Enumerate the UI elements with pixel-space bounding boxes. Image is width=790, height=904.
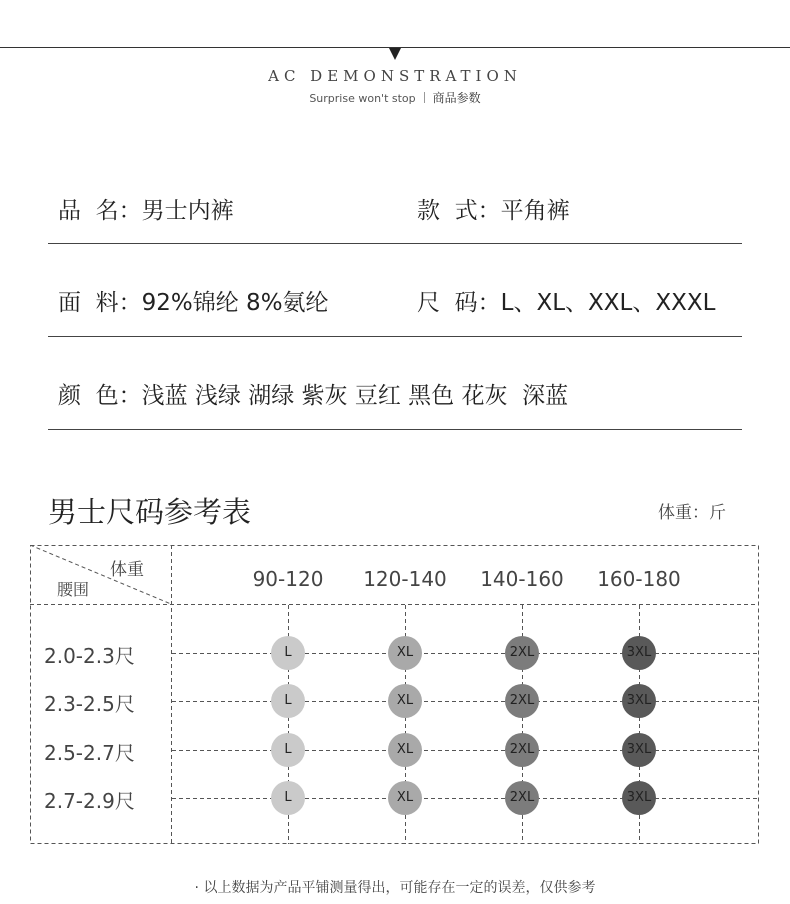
size-chip: 3XL — [622, 733, 656, 767]
waist-row-label: 2.3-2.5尺 — [44, 692, 135, 716]
size-chip: L — [271, 636, 305, 670]
waist-row-label: 2.7-2.9尺 — [44, 789, 135, 813]
size-chip: 3XL — [622, 636, 656, 670]
corner-weight-label: 体重 — [110, 560, 144, 580]
spec-size — [417, 284, 715, 317]
subline-separator — [424, 92, 425, 103]
size-chip: 2XL — [505, 781, 539, 815]
spec-fabric — [58, 284, 329, 317]
brand-title: AC DEMONSTRATION — [268, 67, 522, 85]
weight-column-label: 90-120 — [252, 567, 324, 591]
spec-color-label: 颜 色： — [58, 383, 142, 409]
size-chip: 3XL — [622, 684, 656, 718]
waist-row-label: 2.5-2.7尺 — [44, 741, 135, 765]
triangle-marker-icon — [389, 48, 401, 60]
size-chart-title: 男士尺码参考表 — [48, 495, 252, 529]
spec-style — [417, 192, 570, 225]
size-table — [30, 545, 759, 844]
size-chip: 2XL — [505, 636, 539, 670]
spec-size-value: L、XL、XXL、XXXL — [500, 290, 716, 316]
weight-column-label: 120-140 — [363, 567, 447, 591]
spec-name-value: 男士内裤 — [141, 198, 234, 224]
spec-style-value: 平角裤 — [500, 198, 570, 224]
size-chip: 2XL — [505, 733, 539, 767]
size-chip: L — [271, 684, 305, 718]
header-subline — [0, 89, 790, 106]
spec-divider — [48, 336, 742, 337]
size-chip: L — [271, 733, 305, 767]
spec-name — [58, 192, 234, 225]
weight-column-label: 140-160 — [480, 567, 564, 591]
size-chip: XL — [388, 733, 422, 767]
weight-unit-note: 体重：斤 — [658, 503, 726, 523]
spec-color-value: 浅蓝 浅绿 湖绿 紫灰 豆红 黑色 花灰 深蓝 — [141, 383, 569, 409]
weight-column-label: 160-180 — [597, 567, 681, 591]
spec-divider — [48, 243, 742, 244]
spec-name-label: 品 名： — [58, 198, 142, 224]
corner-diagonal — [30, 545, 171, 604]
footnote: · 以上数据为产品平铺测量得出，可能存在一定的误差，仅供参考 — [194, 880, 596, 896]
spec-style-label: 款 式： — [417, 198, 501, 224]
size-chip: 2XL — [505, 684, 539, 718]
size-chip: XL — [388, 781, 422, 815]
size-chip: L — [271, 781, 305, 815]
size-chip: XL — [388, 684, 422, 718]
waist-row-label: 2.0-2.3尺 — [44, 644, 135, 668]
spec-fabric-label: 面 料： — [58, 290, 142, 316]
spec-divider — [48, 429, 742, 430]
spec-color — [58, 377, 568, 410]
corner-waist-label: 腰围 — [57, 580, 90, 599]
section-label: 商品参数 — [432, 91, 481, 105]
slogan: Surprise won't stop — [309, 92, 416, 105]
spec-fabric-value: 92%锦纶 8%氨纶 — [141, 290, 329, 316]
size-chip: XL — [388, 636, 422, 670]
spec-size-label: 尺 码： — [417, 290, 501, 316]
size-chip: 3XL — [622, 781, 656, 815]
